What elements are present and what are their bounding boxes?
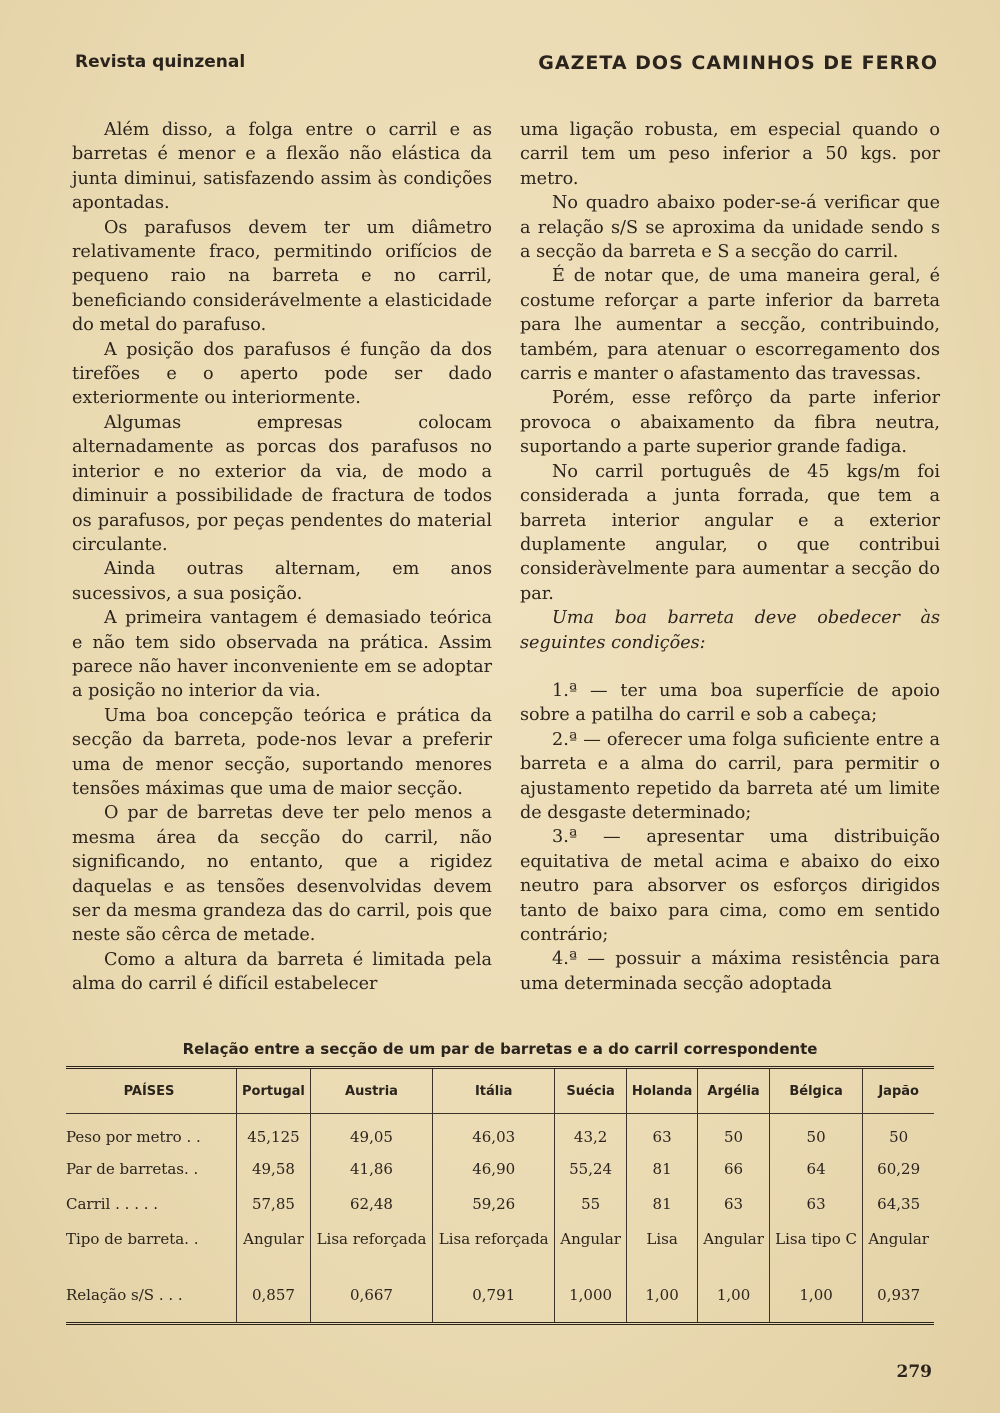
table-cell: 49,58 (237, 1156, 311, 1191)
header-cell-country: Bélgica (769, 1069, 862, 1114)
table-row (66, 1226, 934, 1276)
paragraph: A primeira vantagem é demasiado teórica e não tem sido observada na prática. Assim parece não haver inconveniente em se adoptar a posição no interior da via. (72, 608, 492, 702)
paragraph: Os parafusos devem ter um diâmetro relativamente fraco, permitindo orifícios de pequeno raio na barreta e no carril, beneficiando considerávelmente a elasticidade do metal do parafuso. (72, 217, 492, 336)
table-cell: 59,26 (433, 1191, 555, 1226)
page-number: 279 (896, 1362, 932, 1382)
table-cell: Angular (555, 1226, 627, 1276)
paragraph: Algumas empresas colocam alternadamente as porcas dos parafusos no interior e no exterior da via, de modo a diminuir a possibilidade de fractura de todos os parafusos, por peças pendentes do material circulante. (72, 412, 492, 555)
table-cell: 81 (626, 1191, 697, 1226)
table-cell: 1,00 (698, 1276, 770, 1322)
table-cell: Angular (863, 1226, 934, 1276)
table-cell: 45,125 (237, 1114, 311, 1157)
paragraph-italic-heading: Uma boa barreta deve obedecer às seguintes condições: (520, 608, 940, 653)
table-cell: 46,90 (433, 1156, 555, 1191)
table-cell: 55 (555, 1191, 627, 1226)
text-column-left (72, 118, 492, 997)
paragraph: uma ligação robusta, em especial quando o carril tem um peso inferior a 50 kgs. por metro. (520, 120, 940, 189)
row-label: Carril . . . . . (66, 1195, 159, 1213)
table-cell: 55,24 (555, 1156, 627, 1191)
table-cell: 63 (626, 1114, 697, 1157)
header-cell-country: Itália (433, 1069, 555, 1114)
table-cell: 62,48 (310, 1191, 432, 1226)
table-cell: Lisa reforçada (433, 1226, 555, 1276)
paragraph: O par de barretas deve ter pelo menos a mesma área da secção do carril, não significando, no entanto, que a rigidez daquelas e as tensões desenvolvidas devem ser da mesma grandeza das do carril, pois que neste são cêrca de metade. (72, 803, 492, 946)
condition-item: 2.ª — oferecer uma folga suficiente entre a barreta e a alma do carril, para permitir o ajustamento repetido da barreta até um limite de desgaste determinado; (520, 729, 940, 823)
comparison-table (66, 1066, 934, 1325)
table-cell: 0,857 (237, 1276, 311, 1322)
table-row (66, 1191, 934, 1226)
header-cell-country: Austria (310, 1069, 432, 1114)
header-cell-country: Holanda (626, 1069, 697, 1114)
condition-item: 3.ª — apresentar uma distribuição equitativa de metal acima e abaixo do eixo neutro para absorver os esforços dirigidos tanto de baixo para cima, como em sentido contrário; (520, 827, 940, 945)
table-cell: 60,29 (863, 1156, 934, 1191)
header-journal-title: GAZETA DOS CAMINHOS DE FERRO (538, 52, 938, 74)
table-cell: Angular (698, 1226, 770, 1276)
table-cell: 50 (698, 1114, 770, 1157)
table-cell: 50 (863, 1114, 934, 1157)
header-cell-paises: PAÍSES (123, 1083, 175, 1099)
table-cell: 63 (769, 1191, 862, 1226)
table-header-row (66, 1069, 934, 1114)
paragraph: Porém, esse refôrço da parte inferior provoca o abaixamento da fibra neutra, suportando a parte superior grande fadiga. (520, 388, 940, 458)
header-section-title: Revista quinzenal (75, 52, 246, 72)
table-cell: 41,86 (310, 1156, 432, 1191)
paragraph: No carril português de 45 kgs/m foi considerada a junta forrada, que tem a barreta interior angular e a exterior duplamente angular, o que contribui consideràvelmente para aumentar a secção do par. (520, 461, 940, 604)
text-column-right (520, 118, 940, 996)
table-row (66, 1156, 934, 1191)
table-cell: Angular (237, 1226, 311, 1276)
header-cell-country: Portugal (237, 1069, 311, 1114)
header-cell-country: Suécia (555, 1069, 627, 1114)
row-label: Par de barretas. . (66, 1160, 199, 1178)
table-cell: 64 (769, 1156, 862, 1191)
table-cell: 0,937 (863, 1276, 934, 1322)
table-cell: 1,00 (626, 1276, 697, 1322)
table-cell: 81 (626, 1156, 697, 1191)
table-cell: 46,03 (433, 1114, 555, 1157)
condition-item: 1.ª — ter uma boa superfície de apoio sobre a patilha do carril e sob a cabeça; (520, 680, 940, 726)
paragraph: É de notar que, de uma maneira geral, é costume reforçar a parte inferior da barreta para lhe aumentar a secção, contribuindo, também, para atenuar o escorregamento dos carris e manter o afastamento das travessas. (520, 266, 940, 385)
table-cell: 0,791 (433, 1276, 555, 1322)
table-cell: 1,00 (769, 1276, 862, 1322)
table-row (66, 1276, 934, 1322)
paragraph: Ainda outras alternam, em anos sucessivos, a sua posição. (72, 559, 492, 604)
table-cell: Lisa (626, 1226, 697, 1276)
table-row (66, 1114, 934, 1157)
table-cell: 66 (698, 1156, 770, 1191)
table-cell: 43,2 (555, 1114, 627, 1157)
condition-item: 4.ª — possuir a máxima resistência para uma determinada secção adoptada (520, 949, 940, 994)
table-title: Relação entre a secção de um par de barretas e a do carril correspondente (182, 1040, 818, 1058)
row-label: Relação s/S . . . (66, 1286, 183, 1304)
table-cell: Lisa tipo C (769, 1226, 862, 1276)
header-cell-country: Argélia (698, 1069, 770, 1114)
row-label: Tipo de barreta. . (66, 1230, 199, 1248)
header-cell-country: Japão (863, 1069, 934, 1114)
paragraph: A posição dos parafusos é função da dos tirefões e o aperto pode ser dado exteriormente ou interiormente. (72, 339, 492, 409)
table-bottom-rule (66, 1322, 934, 1325)
table-cell: 49,05 (310, 1114, 432, 1157)
paragraph: Como a altura da barreta é limitada pela alma do carril é difícil estabelecer (72, 949, 492, 995)
table-cell: 57,85 (237, 1191, 311, 1226)
table-cell: 0,667 (310, 1276, 432, 1322)
table-cell: 1,000 (555, 1276, 627, 1322)
paragraph: Uma boa concepção teórica e prática da secção da barreta, pode-nos levar a preferir uma de menor secção, suportando menores tensões máximas que uma de maior secção. (72, 705, 492, 799)
paragraph: No quadro abaixo poder-se-á verificar que a relação s/S se aproxima da unidade sendo s a secção da barreta e S a secção do carril. (520, 193, 940, 263)
row-label: Peso por metro . . (66, 1128, 201, 1146)
table-cell: 64,35 (863, 1191, 934, 1226)
table-cell: Lisa reforçada (310, 1226, 432, 1276)
paragraph: Além disso, a folga entre o carril e as barretas é menor e a flexão não elástica da junta diminui, satisfazendo assim às condições apontadas. (72, 120, 492, 214)
table-cell: 63 (698, 1191, 770, 1226)
table-cell: 50 (769, 1114, 862, 1157)
